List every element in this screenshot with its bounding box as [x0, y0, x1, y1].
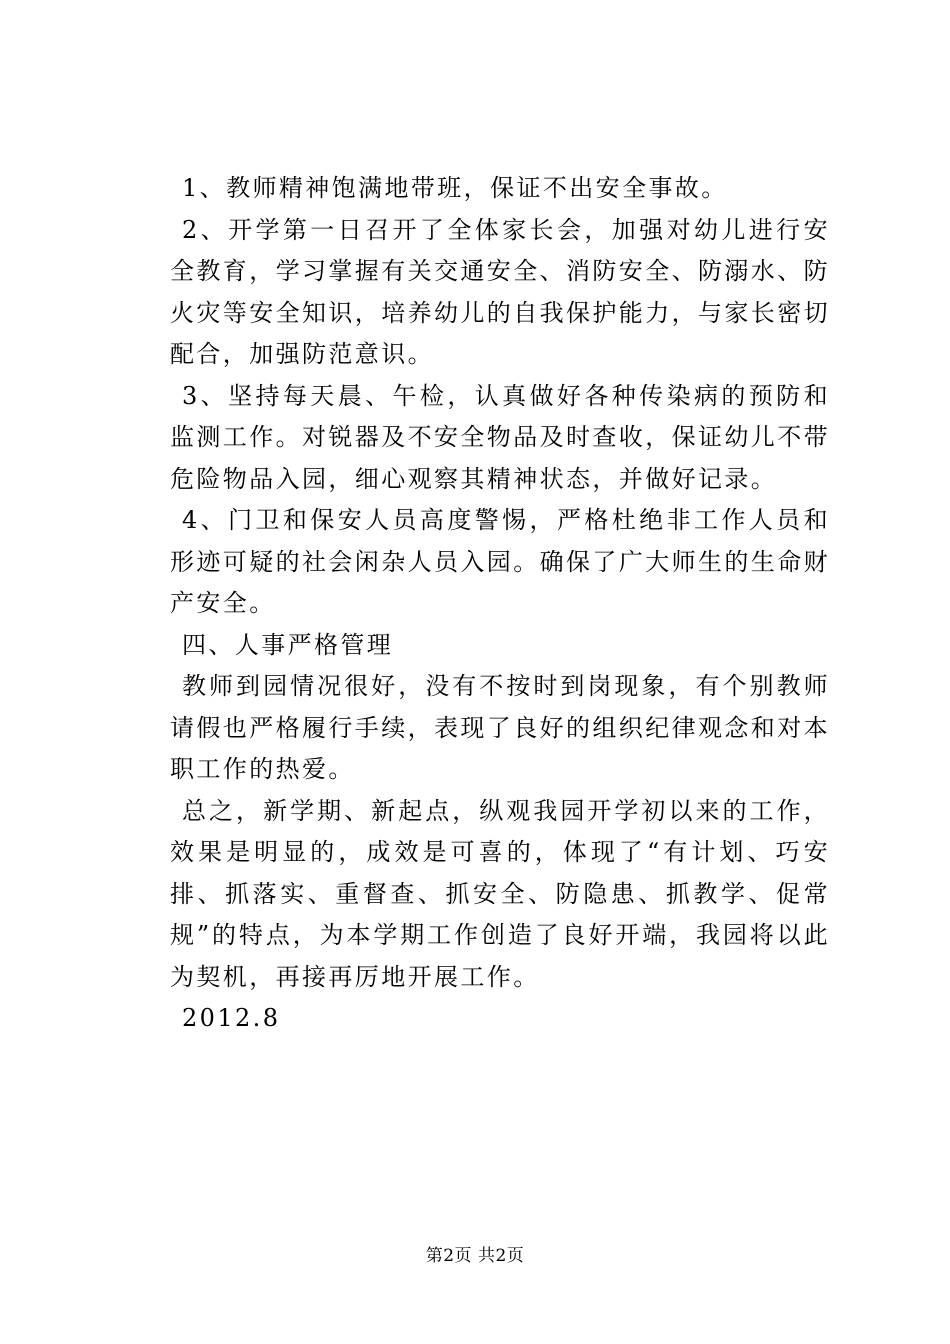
- paragraph-summary: 总之，新学期、新起点，纵观我园开学初以来的工作，效果是明显的，成效是可喜的，体现了“有计划、巧安排、抓落实、重督查、抓安全、防隐患、抓教学、促常规”的特点，为本学期工作创造了良好开端，我园将以此为契机，再接再厉地开展工作。: [170, 796, 830, 991]
- document-body: [170, 168, 830, 1040]
- section-heading-personnel: 四、人事严格管理: [182, 630, 394, 659]
- paragraph-safety-3: 3、坚持每天晨、午检，认真做好各种传染病的预防和监测工作。对锐器及不安全物品及时查收，保证幼儿不带危险物品入园，细心观察其精神状态，并做好记录。: [170, 381, 830, 493]
- paragraph-safety-2: 2、开学第一日召开了全体家长会，加强对幼儿进行安全教育，学习掌握有关交通安全、消防安全、防溺水、防火灾等安全知识，培养幼儿的自我保护能力，与家长密切配合，加强防范意识。: [170, 215, 830, 368]
- page-footer: 第2页 共2页: [425, 1246, 525, 1266]
- paragraph-safety-4: 4、门卫和保安人员高度警惕，严格杜绝非工作人员和形迹可疑的社会闲杂人员入园。确保了广大师生的生命财产安全。: [170, 506, 830, 617]
- document-date: 2012.8: [182, 1004, 281, 1032]
- paragraph-personnel: 教师到园情况很好，没有不按时到岗现象，有个别教师请假也严格履行手续，表现了良好的组织纪律观念和对本职工作的热爱。: [170, 672, 830, 783]
- paragraph-safety-1: 1、教师精神饱满地带班，保证不出安全事故。: [182, 174, 728, 202]
